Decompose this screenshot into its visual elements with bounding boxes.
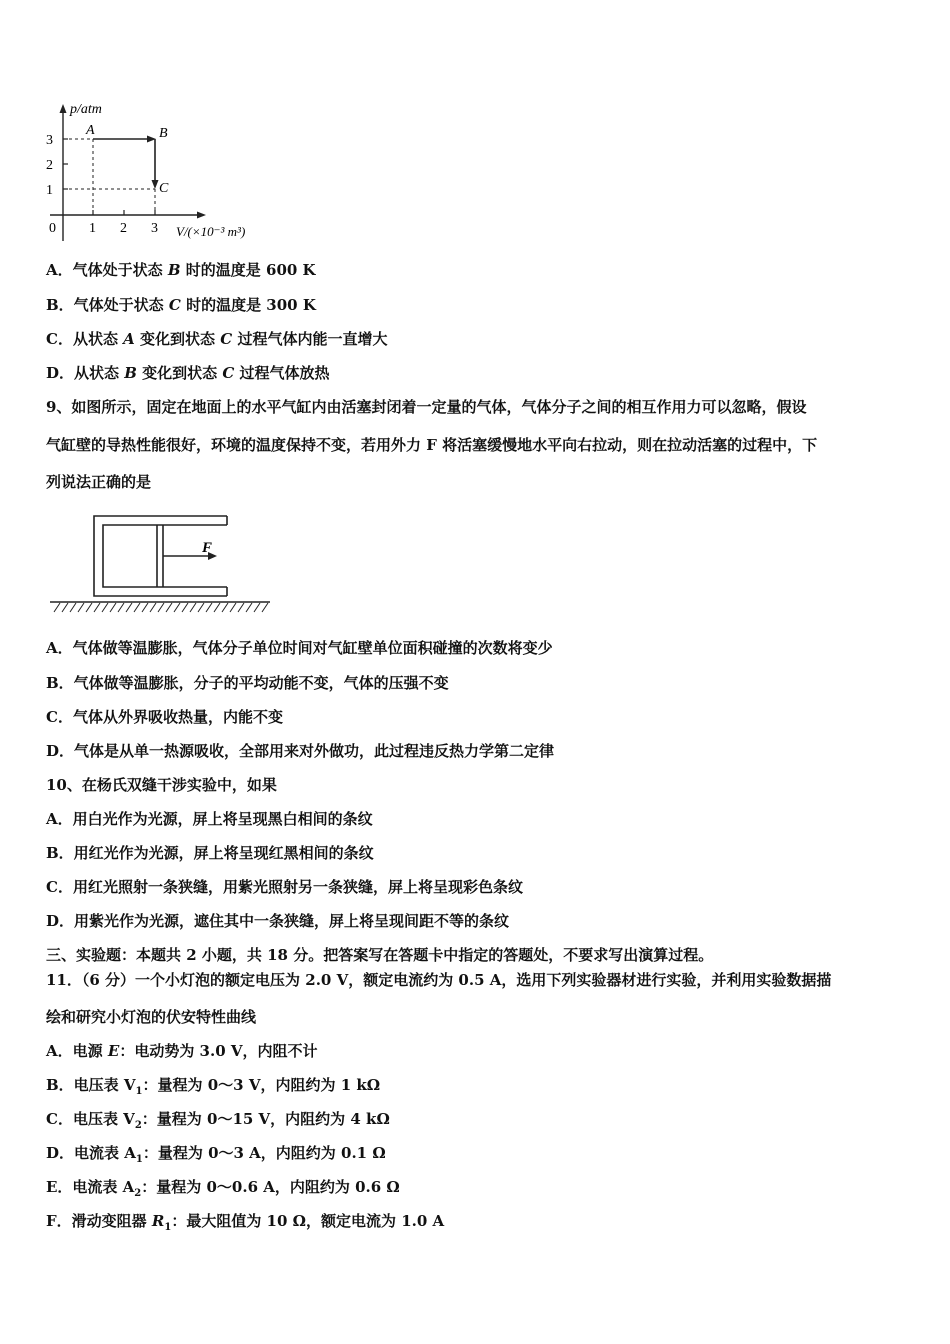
q10-option-a: A．用白光作为光源，屏上将呈现黑白相间的条纹 — [46, 810, 373, 828]
y-axis-label: p/atm — [70, 102, 102, 117]
q10-option-d: D．用紫光作为光源，遮住其中一条狭缝，屏上将呈现间距不等的条纹 — [46, 912, 510, 930]
q8-option-d: D．从状态 B 变化到状态 C 过程气体放热 — [46, 364, 330, 382]
q8-option-b: B．气体处于状态 C 时的温度是 300 K — [46, 296, 316, 314]
q11-option-b: B．电压表 $V_1$：量程为 0～3 V，内阻约为 1 kΩ — [46, 1076, 381, 1097]
q9-stem-line2: 气缸壁的导热性能很好，环境的温度保持不变，若用外力 F 将活塞缓慢地水平向右拉动，则在拉动活塞的过程中，下 — [46, 436, 818, 454]
q9-option-d: D．气体是从单一热源吸收，全部用来对外做功，此过程违反热力学第二定律 — [46, 742, 555, 760]
y-tick-3: 3 — [46, 133, 53, 148]
y-tick-1: 1 — [46, 183, 53, 198]
x-tick-1: 1 — [89, 221, 96, 236]
x-tick-2: 2 — [120, 221, 127, 236]
q8-option-c: C．从状态 A 变化到状态 C 过程气体内能一直增大 — [46, 330, 388, 348]
q11-option-d: D．电流表 $A_1$：量程为 0～3 A，内阻约为 0.1 Ω — [46, 1144, 386, 1165]
point-a-label: A — [86, 123, 95, 138]
point-c-label: C — [159, 181, 169, 196]
q11-option-e: E．电流表 $A_2$：量程为 0～0.6 A，内阻约为 0.6 Ω — [46, 1178, 400, 1199]
y-tick-2: 2 — [46, 158, 53, 173]
q11-stem-line1: 11．（6 分）一个小灯泡的额定电压为 2.0 V，额定电流约为 0.5 A，选用下列实验器材进行实验，并利用实验数据描 — [46, 971, 832, 989]
arrow-bc — [152, 180, 159, 189]
cylinder-figure — [44, 508, 276, 618]
q11-option-f: F．滑动变阻器 $R_1$：最大阻值为 10 Ω，额定电流为 1.0 A — [46, 1212, 445, 1233]
q11-stem-line2: 绘和研究小灯泡的伏安特性曲线 — [46, 1008, 257, 1026]
x-axis-label: V/(×10⁻³ m³) — [176, 224, 246, 239]
x-tick-0: 0 — [49, 221, 56, 236]
force-label: F — [202, 540, 213, 556]
q10-option-b: B．用红光作为光源，屏上将呈现红黑相间的条纹 — [46, 844, 374, 862]
x-axis-arrow — [197, 212, 206, 219]
pv-graph — [40, 96, 280, 246]
x-tick-3: 3 — [151, 221, 158, 236]
point-b-label: B — [159, 126, 168, 141]
q10-option-c: C．用红光照射一条狭缝，用紫光照射另一条狭缝，屏上将呈现彩色条纹 — [46, 878, 523, 896]
q9-stem-line1: 9、如图所示，固定在地面上的水平气缸内由活塞封闭着一定量的气体，气体分子之间的相互作用力可以忽略，假设 — [46, 398, 807, 416]
q11-option-a: A．电源 E：电动势为 3.0 V，内阻不计 — [46, 1042, 318, 1060]
q9-option-a: A．气体做等温膨胀，气体分子单位时间对气缸壁单位面积碰撞的次数将变少 — [46, 639, 553, 657]
y-axis-arrow — [60, 104, 67, 113]
q9-option-c: C．气体从外界吸收热量，内能不变 — [46, 708, 283, 726]
q9-stem-line3: 列说法正确的是 — [46, 473, 152, 491]
q8-option-a: A．气体处于状态 B 时的温度是 600 K — [46, 261, 316, 279]
section-3-heading: 三、实验题：本题共 2 小题，共 18 分。把答案写在答题卡中指定的答题处，不要求写出演算过程。 — [46, 946, 714, 964]
q10-stem: 10、在杨氏双缝干涉实验中，如果 — [46, 776, 277, 794]
q11-option-c: C．电压表 $V_2$：量程为 0～15 V，内阻约为 4 kΩ — [46, 1110, 390, 1131]
q9-option-b: B．气体做等温膨胀，分子的平均动能不变，气体的压强不变 — [46, 674, 449, 692]
